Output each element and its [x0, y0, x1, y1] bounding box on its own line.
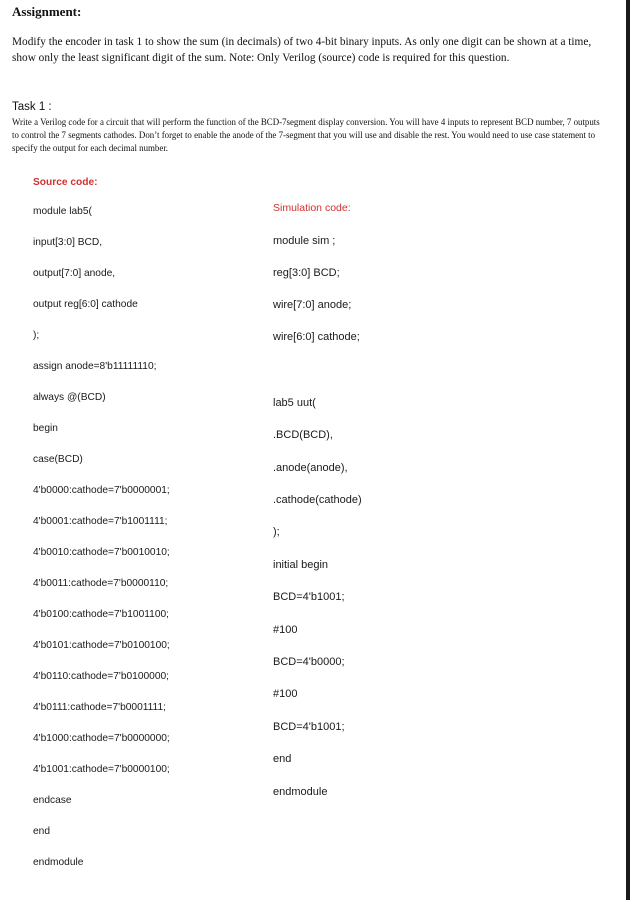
simulation-line: .anode(anode),	[273, 462, 348, 474]
assignment-body: Modify the encoder in task 1 to show the sum (in decimals) of two 4-bit binary inputs. As only one digit can be shown at a time, show only the least significant digit of the sum. Note: Only Verilog (source) code is required for this question.	[12, 36, 592, 64]
simulation-line: #100	[273, 624, 298, 636]
simulation-line: .BCD(BCD),	[273, 429, 333, 441]
simulation-line: BCD=4'b1001;	[273, 591, 345, 603]
source-line: endcase	[33, 795, 72, 806]
source-line: 4'b0010:cathode=7'b0010010;	[33, 547, 170, 558]
simulation-line: lab5 uut(	[273, 397, 316, 409]
source-line: 4'b0000:cathode=7'b0000001;	[33, 485, 170, 496]
source-line: module lab5(	[33, 206, 92, 217]
simulation-line: initial begin	[273, 559, 329, 571]
assignment-title: Assignment:	[12, 4, 82, 19]
simulation-line: wire[7:0] anode;	[273, 299, 352, 311]
source-line: end	[33, 826, 50, 837]
simulation-line: wire[6:0] cathode;	[273, 331, 360, 343]
source-code-heading: Source code:	[33, 177, 98, 188]
source-line: always @(BCD)	[33, 392, 106, 403]
page-edge-rule	[626, 0, 630, 900]
source-line: 4'b0100:cathode=7'b1001100;	[33, 609, 169, 620]
simulation-line: BCD=4'b0000;	[273, 656, 345, 668]
source-line: case(BCD)	[33, 454, 83, 465]
source-line: input[3:0] BCD,	[33, 237, 103, 248]
source-line: output reg[6:0] cathode	[33, 299, 138, 310]
simulation-line: reg[3:0] BCD;	[273, 267, 340, 279]
simulation-line: BCD=4'b1001;	[273, 721, 345, 733]
source-line: 4'b0101:cathode=7'b0100100;	[33, 640, 170, 651]
source-line: endmodule	[33, 857, 84, 868]
source-line: 4'b1001:cathode=7'b0000100;	[33, 764, 170, 775]
source-line: 4'b1000:cathode=7'b0000000;	[33, 733, 170, 744]
source-line: 4'b0001:cathode=7'b1001111;	[33, 516, 168, 527]
source-line: 4'b0110:cathode=7'b0100000;	[33, 671, 169, 682]
source-line: );	[33, 330, 40, 341]
simulation-line: end	[273, 753, 292, 765]
simulation-line: endmodule	[273, 786, 328, 798]
task1-heading: Task 1 :	[12, 101, 52, 113]
source-line: 4'b0011:cathode=7'b0000110;	[33, 578, 169, 589]
simulation-code-heading: Simulation code:	[273, 202, 351, 214]
source-line: output[7:0] anode,	[33, 268, 116, 279]
simulation-line: );	[273, 526, 280, 538]
source-line: begin	[33, 423, 58, 434]
simulation-line: #100	[273, 688, 298, 700]
source-line: assign anode=8'b11111110;	[33, 361, 157, 372]
simulation-line: .cathode(cathode)	[273, 494, 362, 506]
simulation-line: module sim ;	[273, 235, 336, 247]
task1-body: Write a Verilog code for a circuit that will perform the function of the BCD-7segment display conversion. You will have 4 inputs to represent BCD number, 7 outputs to control the 7 segments cathodes. Don’t forget to enable the anode of the 7-segment that you will use and disable the rest. You would need to use case statement to specify the output for each decimal number.	[12, 117, 600, 153]
source-line: 4'b0111:cathode=7'b0001111;	[33, 702, 166, 713]
